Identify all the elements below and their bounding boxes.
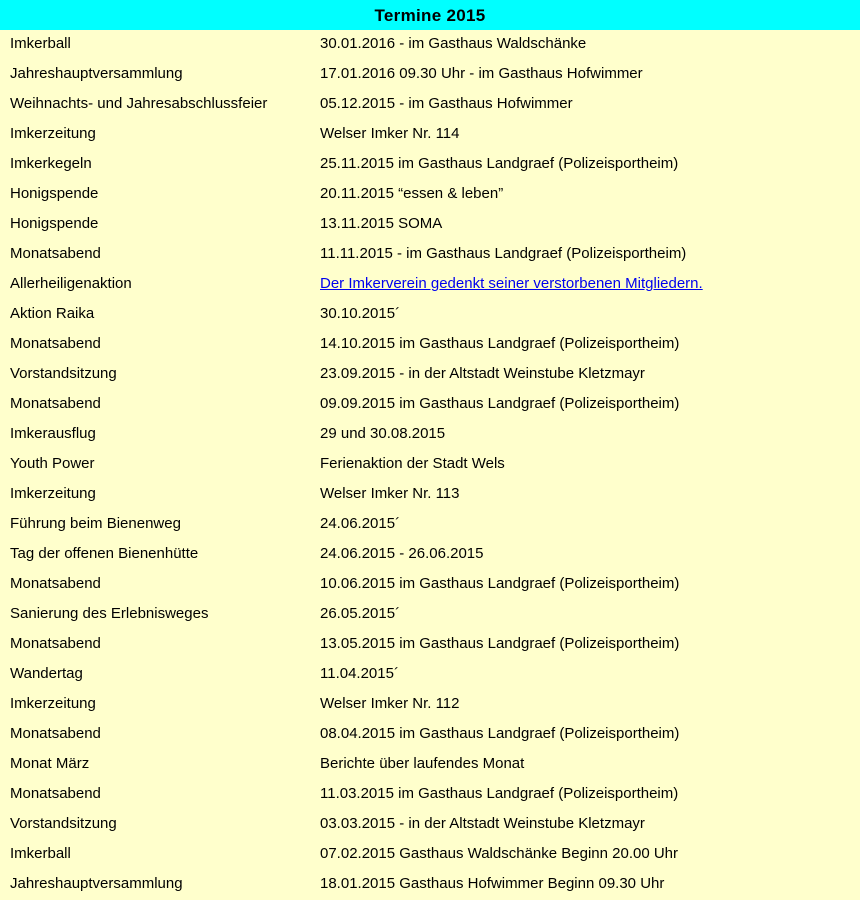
table-row — [0, 270, 860, 300]
table-row — [0, 600, 860, 630]
table-row — [0, 390, 860, 420]
event-detail: Welser Imker Nr. 113 — [320, 485, 460, 502]
table-row — [0, 630, 860, 660]
table-row — [0, 720, 860, 750]
table-row — [0, 180, 860, 210]
event-name: Jahreshauptversammlung — [10, 875, 183, 892]
event-name: Honigspende — [10, 215, 99, 232]
event-name: Imkerausflug — [10, 425, 96, 442]
event-detail: Welser Imker Nr. 112 — [320, 695, 460, 712]
table-row — [0, 300, 860, 330]
event-detail: 13.05.2015 im Gasthaus Landgraef (Polizeisportheim) — [320, 635, 680, 652]
event-detail: 11.04.2015´ — [320, 665, 399, 682]
table-row — [0, 450, 860, 480]
table-row — [0, 840, 860, 870]
event-detail: 25.11.2015 im Gasthaus Landgraef (Polizeisportheim) — [320, 155, 679, 172]
event-name: Allerheiligenaktion — [10, 275, 132, 292]
table-row — [0, 750, 860, 780]
event-name: Vorstandsitzung — [10, 815, 117, 832]
table-row — [0, 510, 860, 540]
table-row — [0, 690, 860, 720]
event-name: Vorstandsitzung — [10, 365, 117, 382]
event-name: Wandertag — [10, 665, 83, 682]
table-row — [0, 810, 860, 840]
table-row — [0, 150, 860, 180]
event-name: Monat März — [10, 755, 90, 772]
event-name: Imkerzeitung — [10, 125, 96, 142]
event-detail: 11.03.2015 im Gasthaus Landgraef (Polizeisportheim) — [320, 785, 679, 802]
table-row — [0, 570, 860, 600]
event-name: Monatsabend — [10, 335, 101, 352]
table-row — [0, 330, 860, 360]
event-name: Monatsabend — [10, 395, 101, 412]
table-row — [0, 210, 860, 240]
event-detail: 26.05.2015´ — [320, 605, 401, 622]
event-name: Monatsabend — [10, 575, 101, 592]
table-row — [0, 480, 860, 510]
table-row — [0, 240, 860, 270]
event-detail: Ferienaktion der Stadt Wels — [320, 455, 505, 472]
event-name: Youth Power — [10, 455, 95, 472]
table-row — [0, 30, 860, 60]
event-name: Monatsabend — [10, 785, 101, 802]
event-name: Weihnachts- und Jahresabschlussfeier — [10, 95, 268, 112]
event-detail: 07.02.2015 Gasthaus Waldschänke Beginn 20.00 Uhr — [320, 845, 679, 862]
event-name: Monatsabend — [10, 725, 101, 742]
event-name: Imkerzeitung — [10, 695, 96, 712]
event-detail: Berichte über laufendes Monat — [320, 755, 525, 772]
event-detail: 30.10.2015´ — [320, 305, 401, 322]
event-name: Tag der offenen Bienenhütte — [10, 545, 199, 562]
table-row — [0, 60, 860, 90]
event-detail: 23.09.2015 - in der Altstadt Weinstube Kletzmayr — [320, 365, 645, 382]
event-name: Aktion Raika — [10, 305, 95, 322]
table-row — [0, 540, 860, 570]
event-detail: 20.11.2015 “essen & leben” — [320, 185, 504, 202]
event-detail-link[interactable]: Der Imkerverein gedenkt seiner verstorbenen Mitgliedern. — [320, 275, 703, 292]
event-name: Monatsabend — [10, 635, 101, 652]
page-title: Termine 2015 — [0, 0, 860, 30]
table-row — [0, 90, 860, 120]
event-detail: 14.10.2015 im Gasthaus Landgraef (Polizeisportheim) — [320, 335, 680, 352]
event-name: Imkerball — [10, 845, 71, 862]
event-detail: 11.11.2015 - im Gasthaus Landgraef (Polizeisportheim) — [320, 245, 687, 262]
event-name: Jahreshauptversammlung — [10, 65, 183, 82]
table-row — [0, 870, 860, 900]
event-detail: 18.01.2015 Gasthaus Hofwimmer Beginn 09.30 Uhr — [320, 875, 665, 892]
event-detail: 29 und 30.08.2015 — [320, 425, 446, 442]
event-name: Imkerball — [10, 35, 71, 52]
table-row — [0, 660, 860, 690]
table-row — [0, 780, 860, 810]
event-detail: 05.12.2015 - im Gasthaus Hofwimmer — [320, 95, 573, 112]
event-name: Honigspende — [10, 185, 99, 202]
event-detail: 10.06.2015 im Gasthaus Landgraef (Polizeisportheim) — [320, 575, 680, 592]
event-detail: Welser Imker Nr. 114 — [320, 125, 460, 142]
table-row — [0, 420, 860, 450]
event-detail: 24.06.2015 - 26.06.2015 — [320, 545, 484, 562]
event-detail: 24.06.2015´ — [320, 515, 401, 532]
event-name: Führung beim Bienenweg — [10, 515, 181, 532]
event-detail: 17.01.2016 09.30 Uhr - im Gasthaus Hofwimmer — [320, 65, 643, 82]
event-name: Monatsabend — [10, 245, 101, 262]
event-detail: 08.04.2015 im Gasthaus Landgraef (Polizeisportheim) — [320, 725, 680, 742]
event-detail: 09.09.2015 im Gasthaus Landgraef (Polizeisportheim) — [320, 395, 680, 412]
table-row — [0, 120, 860, 150]
event-name: Imkerzeitung — [10, 485, 96, 502]
event-name: Sanierung des Erlebnisweges — [10, 605, 209, 622]
event-detail: 03.03.2015 - in der Altstadt Weinstube Kletzmayr — [320, 815, 645, 832]
event-name: Imkerkegeln — [10, 155, 92, 172]
event-detail: 13.11.2015 SOMA — [320, 215, 443, 232]
event-detail: 30.01.2016 - im Gasthaus Waldschänke — [320, 35, 587, 52]
events-table — [0, 30, 860, 900]
table-row — [0, 360, 860, 390]
